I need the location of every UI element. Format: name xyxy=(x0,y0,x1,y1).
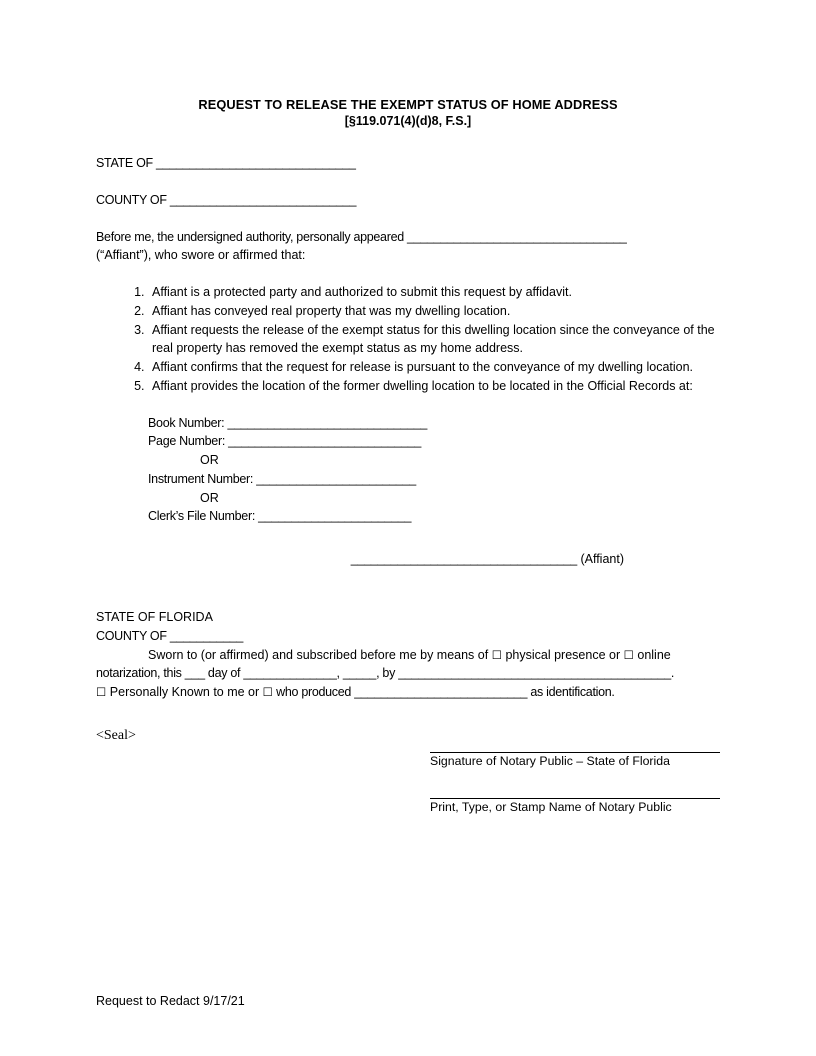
checkbox-produced-id[interactable]: ☐ xyxy=(262,685,273,700)
produced-id-label: who produced __________________________ as identification. xyxy=(272,685,615,700)
sworn-text-part-1: Sworn to (or affirmed) and subscribed before me by means of xyxy=(148,647,492,662)
list-item: 2. Affiant has conveyed real property that was my dwelling location. xyxy=(148,302,720,321)
notary-county: COUNTY OF ___________ xyxy=(96,628,244,643)
notary-state: STATE OF FLORIDA xyxy=(96,610,213,625)
notarization-date-line: notarization, this ___ day of ______________, _____, by _________________________________________. xyxy=(96,666,675,681)
book-number-field: Book Number: ______________________________ xyxy=(148,415,428,430)
sworn-online-label: online xyxy=(633,647,671,662)
list-item: 5. Affiant provides the location of the former dwelling location to be located in the Official Records at: xyxy=(148,377,720,396)
checkbox-personally-known[interactable]: ☐ xyxy=(96,685,107,700)
document-footer: Request to Redact 9/17/21 xyxy=(96,994,245,1008)
notary-signature-area xyxy=(430,736,720,814)
list-item: 1. Affiant is a protected party and authorized to submit this request by affidavit. xyxy=(148,283,720,302)
records-fields xyxy=(148,414,720,527)
affiant-signature-row xyxy=(96,552,720,566)
preamble-line-2: (“Affiant”), who swore or affirmed that: xyxy=(96,248,306,263)
checkbox-online[interactable]: ☐ xyxy=(623,647,634,662)
page-number-field: Page Number: _____________________________ xyxy=(148,434,422,449)
checkbox-physical-presence[interactable]: ☐ xyxy=(491,647,502,662)
clerk-file-number-field: Clerk’s File Number: _______________________ xyxy=(148,509,412,524)
notary-signature-rule[interactable] xyxy=(430,736,720,753)
notary-block xyxy=(96,608,720,702)
state-of-field: STATE OF ______________________________ xyxy=(96,156,356,171)
seal-placeholder: <Seal> xyxy=(96,727,136,743)
affiant-signature-line: __________________________________ xyxy=(350,552,577,567)
list-item: 3. Affiant requests the release of the exempt status for this dwelling location since the conveyance of the real property has removed the exempt status as my home address. xyxy=(148,321,720,359)
or-separator-1: OR xyxy=(200,453,219,468)
county-of-field: COUNTY OF ____________________________ xyxy=(96,192,357,207)
notary-signature-caption: Signature of Notary Public – State of Florida xyxy=(430,754,670,768)
notary-printname-caption: Print, Type, or Stamp Name of Notary Public xyxy=(430,800,672,814)
title-line-1: REQUEST TO RELEASE THE EXEMPT STATUS OF HOME ADDRESS xyxy=(198,97,618,112)
affiant-signature-label: (Affiant) xyxy=(580,552,624,567)
notary-printname-rule[interactable] xyxy=(430,782,720,799)
or-separator-2: OR xyxy=(200,490,219,505)
title-line-2: [§119.071(4)(d)8, F.S.] xyxy=(344,114,472,129)
instrument-number-field: Instrument Number: ________________________ xyxy=(148,471,416,486)
document-title xyxy=(96,96,720,130)
personally-known-label: Personally Known to me or xyxy=(106,685,263,700)
identification-line xyxy=(96,683,720,702)
preamble-line-1: Before me, the undersigned authority, personally appeared _________________________________ xyxy=(96,229,627,244)
list-item: 4. Affiant confirms that the request for release is pursuant to the conveyance of my dwelling location. xyxy=(148,358,720,377)
sworn-physical-label: physical presence or xyxy=(502,647,624,662)
notary-sworn-line xyxy=(96,646,720,665)
claims-list xyxy=(96,283,720,396)
